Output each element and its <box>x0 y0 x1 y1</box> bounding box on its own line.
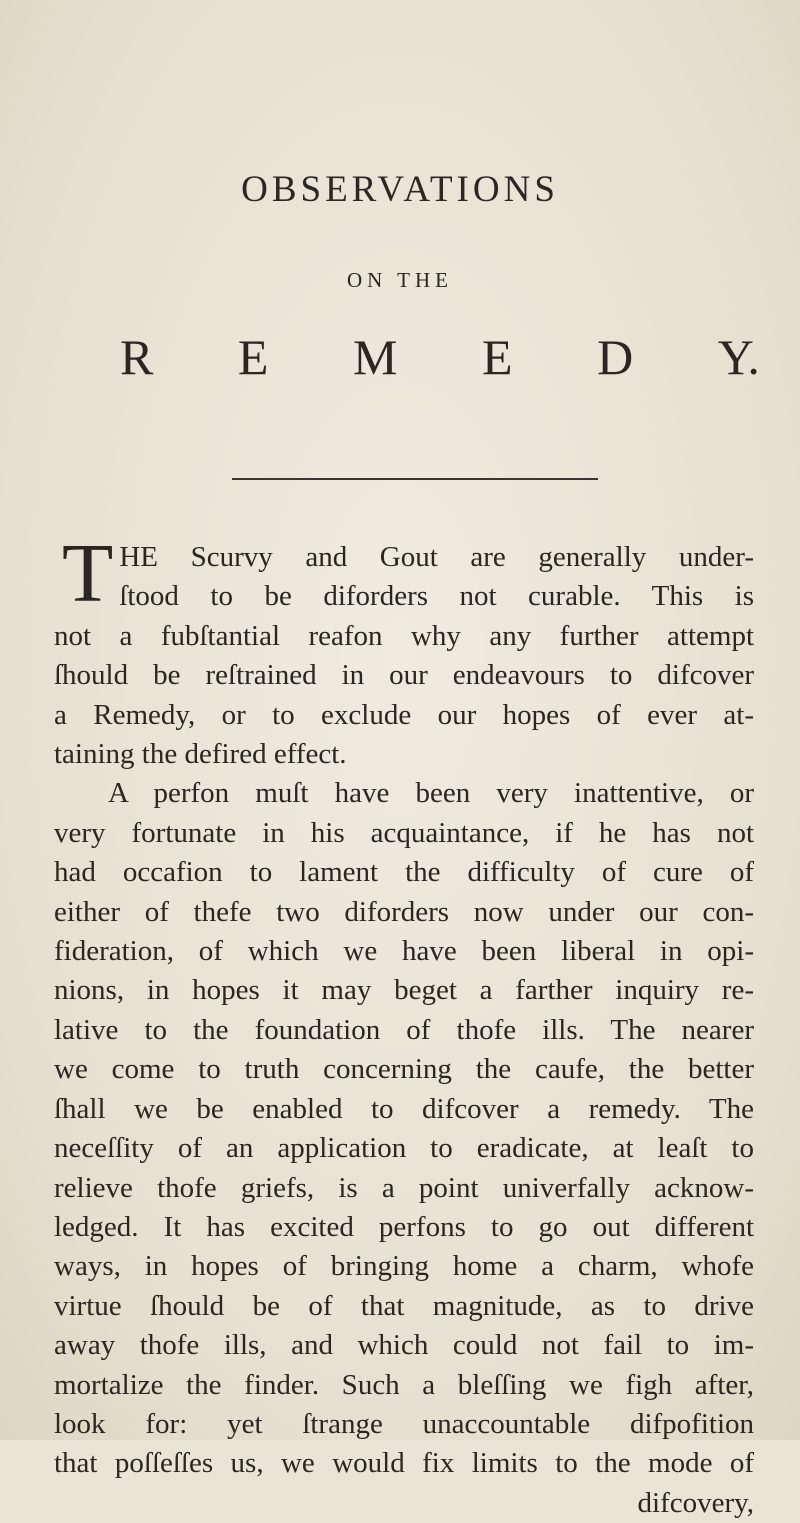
text-line: neceſſity of an application to eradicate, at leaſt to <box>54 1132 754 1165</box>
drop-cap: T <box>62 527 114 620</box>
text-line: away thofe ills, and which could not fail to im- <box>54 1329 754 1362</box>
divider-rule <box>232 478 598 480</box>
text-line: difcovery, <box>637 1486 754 1519</box>
text-line: nions, in hopes it may beget a farther inquiry re- <box>54 974 754 1007</box>
title-letter: R <box>120 329 154 385</box>
text-line: not a fubſtantial reafon why any further attempt <box>54 619 754 652</box>
text-line: virtue ſhould be of that magnitude, as to drive <box>54 1289 754 1322</box>
title-remedy <box>120 328 760 386</box>
text-line: either of thefe two diforders now under our con- <box>54 895 754 928</box>
body-text <box>54 527 754 1523</box>
text-line: a Remedy, or to exclude our hopes of ever at- <box>54 698 754 731</box>
page-subheading: ON THE <box>346 268 454 292</box>
text-line: look for: yet ſtrange unaccountable difpofition <box>54 1407 754 1440</box>
text-line: that poſſeſſes us, we would fix limits to the mode of <box>54 1447 754 1480</box>
text-line: ways, in hopes of bringing home a charm, whofe <box>54 1250 754 1283</box>
text-line: fideration, of which we have been liberal in opi- <box>54 935 754 968</box>
text-line: had occafion to lament the difficulty of cure of <box>54 856 754 889</box>
title-letter: Y. <box>717 329 760 385</box>
text-line: very fortunate in his acquaintance, if he has not <box>54 816 754 849</box>
text-line: A perfon muſt have been very inattentive, or <box>108 777 754 810</box>
title-letter: E <box>237 329 269 385</box>
text-line: ſhould be reſtrained in our endeavours to difcover <box>54 659 754 692</box>
text-line: ſtood to be diforders not curable. This is <box>119 580 754 613</box>
title-letter: E <box>482 329 513 385</box>
text-line: ledged. It has excited perfons to go out different <box>54 1210 754 1243</box>
title-letter: D <box>597 329 634 385</box>
text-line: relieve thofe griefs, is a point univerfally acknow- <box>54 1171 754 1204</box>
text-line: HE Scurvy and Gout are generally under- <box>119 541 754 573</box>
page-heading: OBSERVATIONS <box>241 169 559 210</box>
text-line: we come to truth concerning the caufe, the better <box>54 1053 754 1086</box>
text-line: ſhall we be enabled to difcover a remedy. The <box>54 1092 754 1125</box>
title-letter: M <box>353 329 398 385</box>
text-line: mortalize the finder. Such a bleſſing we figh after, <box>54 1368 754 1401</box>
text-line: taining the defired effect. <box>54 738 347 771</box>
text-line: lative to the foundation of thofe ills. The nearer <box>54 1013 754 1046</box>
